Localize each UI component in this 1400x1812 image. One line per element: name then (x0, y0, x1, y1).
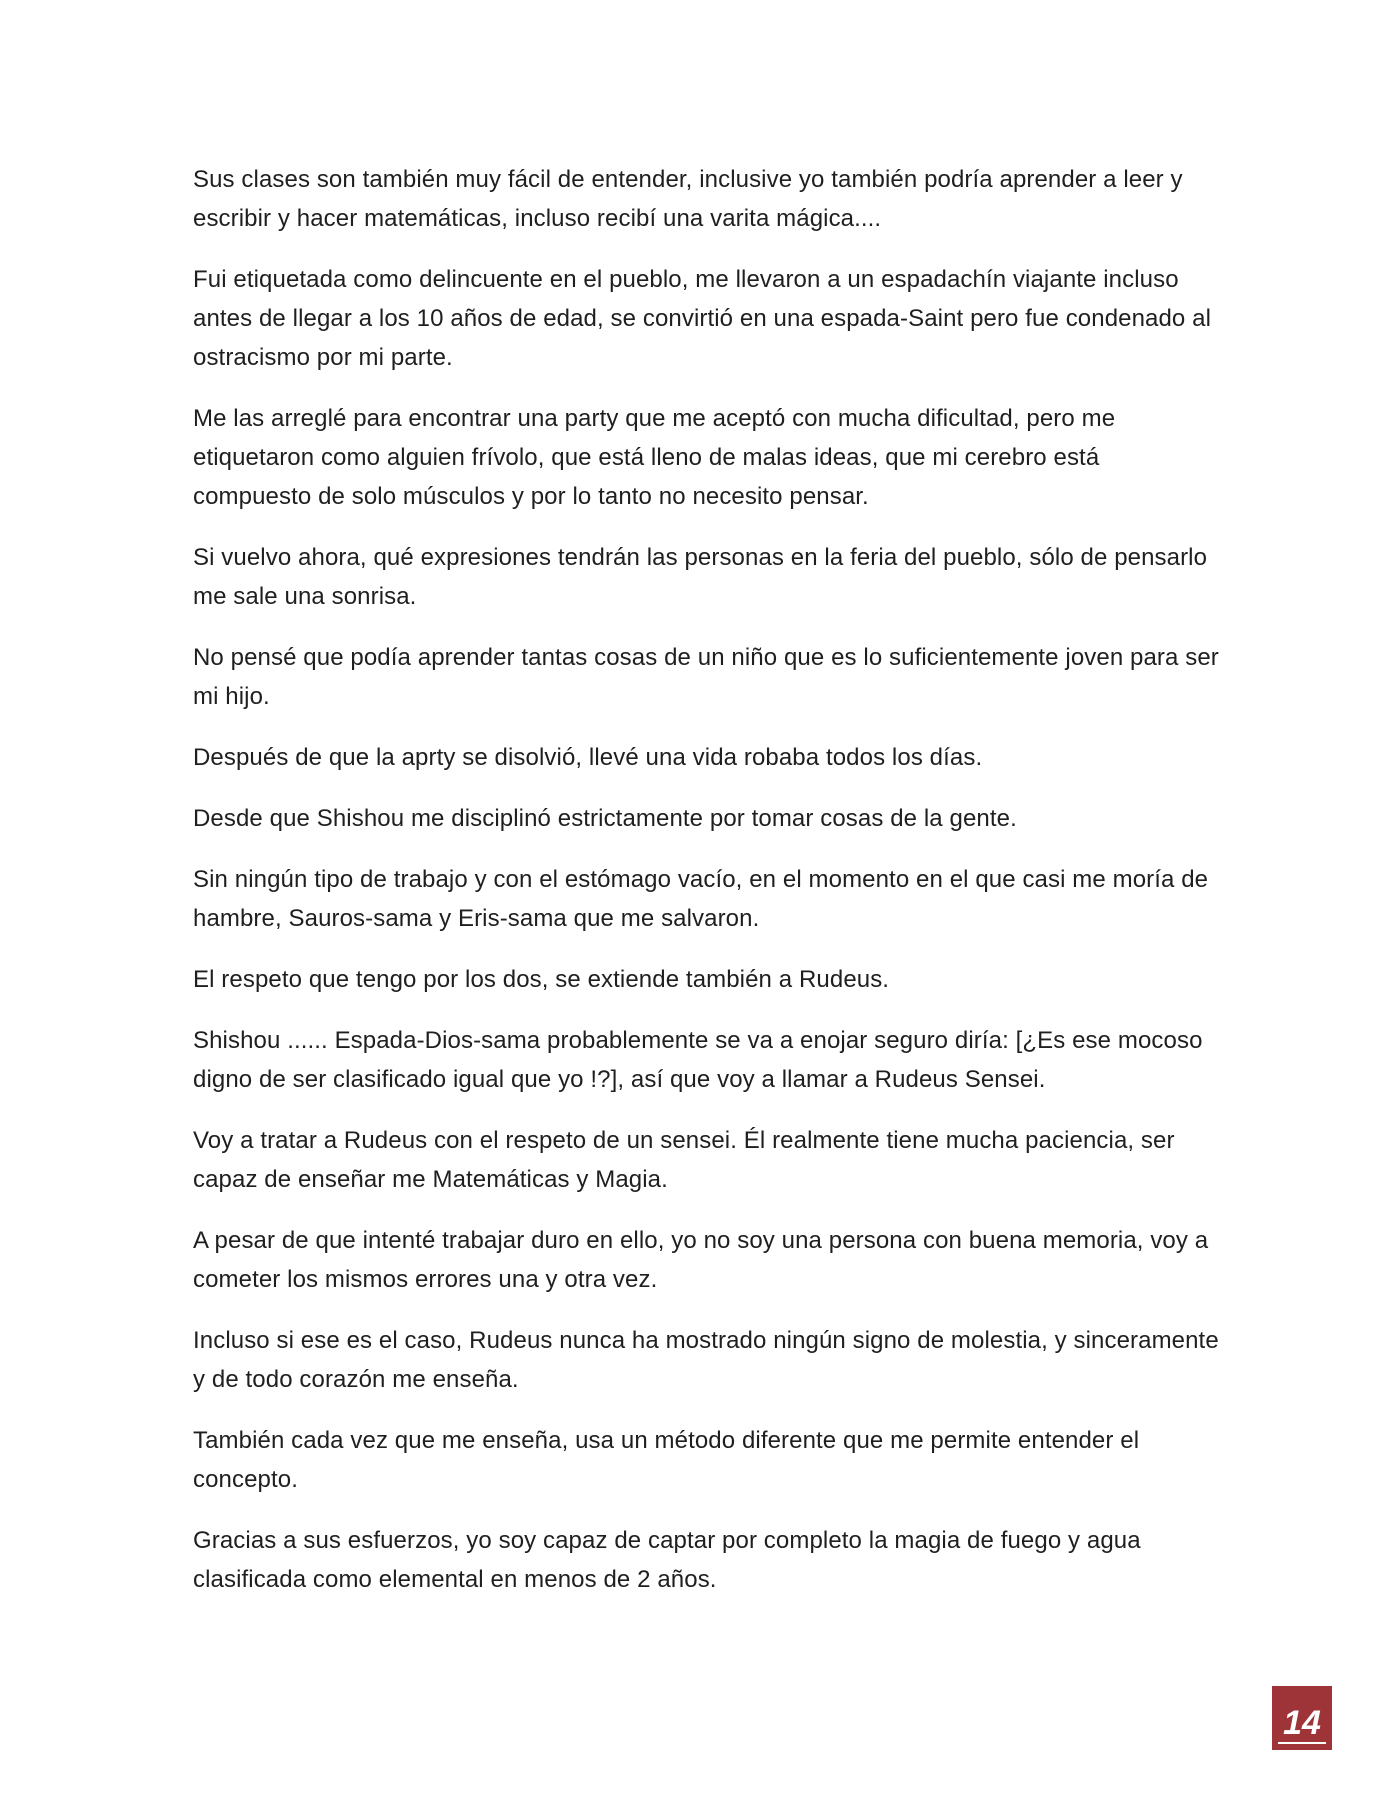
page-number: 14 (1283, 1704, 1321, 1742)
paragraph: Me las arreglé para encontrar una party que me aceptó con mucha dificultad, pero me etiquetaron como alguien frívolo, que está lleno de malas ideas, que mi cerebro está compuesto de solo músculos y por lo tanto no necesito pensar. (193, 405, 1116, 510)
page-number-badge (1272, 1686, 1332, 1750)
paragraph: Desde que Shishou me disciplinó estrictamente por tomar cosas de la gente. (193, 805, 1017, 832)
document-body (193, 160, 1223, 1621)
paragraph: Voy a tratar a Rudeus con el respeto de un sensei. Él realmente tiene mucha paciencia, ser capaz de enseñar me Matemáticas y Magia. (193, 1127, 1175, 1193)
paragraph: A pesar de que intenté trabajar duro en ello, yo no soy una persona con buena memoria, voy a cometer los mismos errores una y otra vez. (193, 1227, 1209, 1293)
paragraph: También cada vez que me enseña, usa un método diferente que me permite entender el concepto. (193, 1427, 1140, 1493)
page-number-underline (1278, 1742, 1326, 1744)
paragraph: Después de que la aprty se disolvió, llevé una vida robaba todos los días. (193, 744, 983, 771)
paragraph: Sus clases son también muy fácil de entender, inclusive yo también podría aprender a leer y escribir y hacer matemáticas, incluso recibí una varita mágica.... (193, 166, 1183, 232)
paragraph: Shishou ...... Espada-Dios-sama probablemente se va a enojar seguro diría: [¿Es ese mocoso digno de ser clasificado igual que yo !?], así que voy a llamar a Rudeus Sensei. (193, 1027, 1203, 1093)
paragraph: Fui etiquetada como delincuente en el pueblo, me llevaron a un espadachín viajante incluso antes de llegar a los 10 años de edad, se convirtió en una espada-Saint pero fue condenado al ostracismo por mi parte. (193, 266, 1212, 371)
paragraph: Si vuelvo ahora, qué expresiones tendrán las personas en la feria del pueblo, sólo de pensarlo me sale una sonrisa. (193, 544, 1208, 610)
paragraph: Incluso si ese es el caso, Rudeus nunca ha mostrado ningún signo de molestia, y sinceramente y de todo corazón me enseña. (193, 1327, 1219, 1393)
paragraph: Sin ningún tipo de trabajo y con el estómago vacío, en el momento en el que casi me moría de hambre, Sauros-sama y Eris-sama que me salvaron. (193, 866, 1209, 932)
paragraph: Gracias a sus esfuerzos, yo soy capaz de captar por completo la magia de fuego y agua clasificada como elemental en menos de 2 años. (193, 1527, 1141, 1593)
paragraph: No pensé que podía aprender tantas cosas de un niño que es lo suficientemente joven para ser mi hijo. (193, 644, 1219, 710)
paragraph: El respeto que tengo por los dos, se extiende también a Rudeus. (193, 966, 890, 993)
